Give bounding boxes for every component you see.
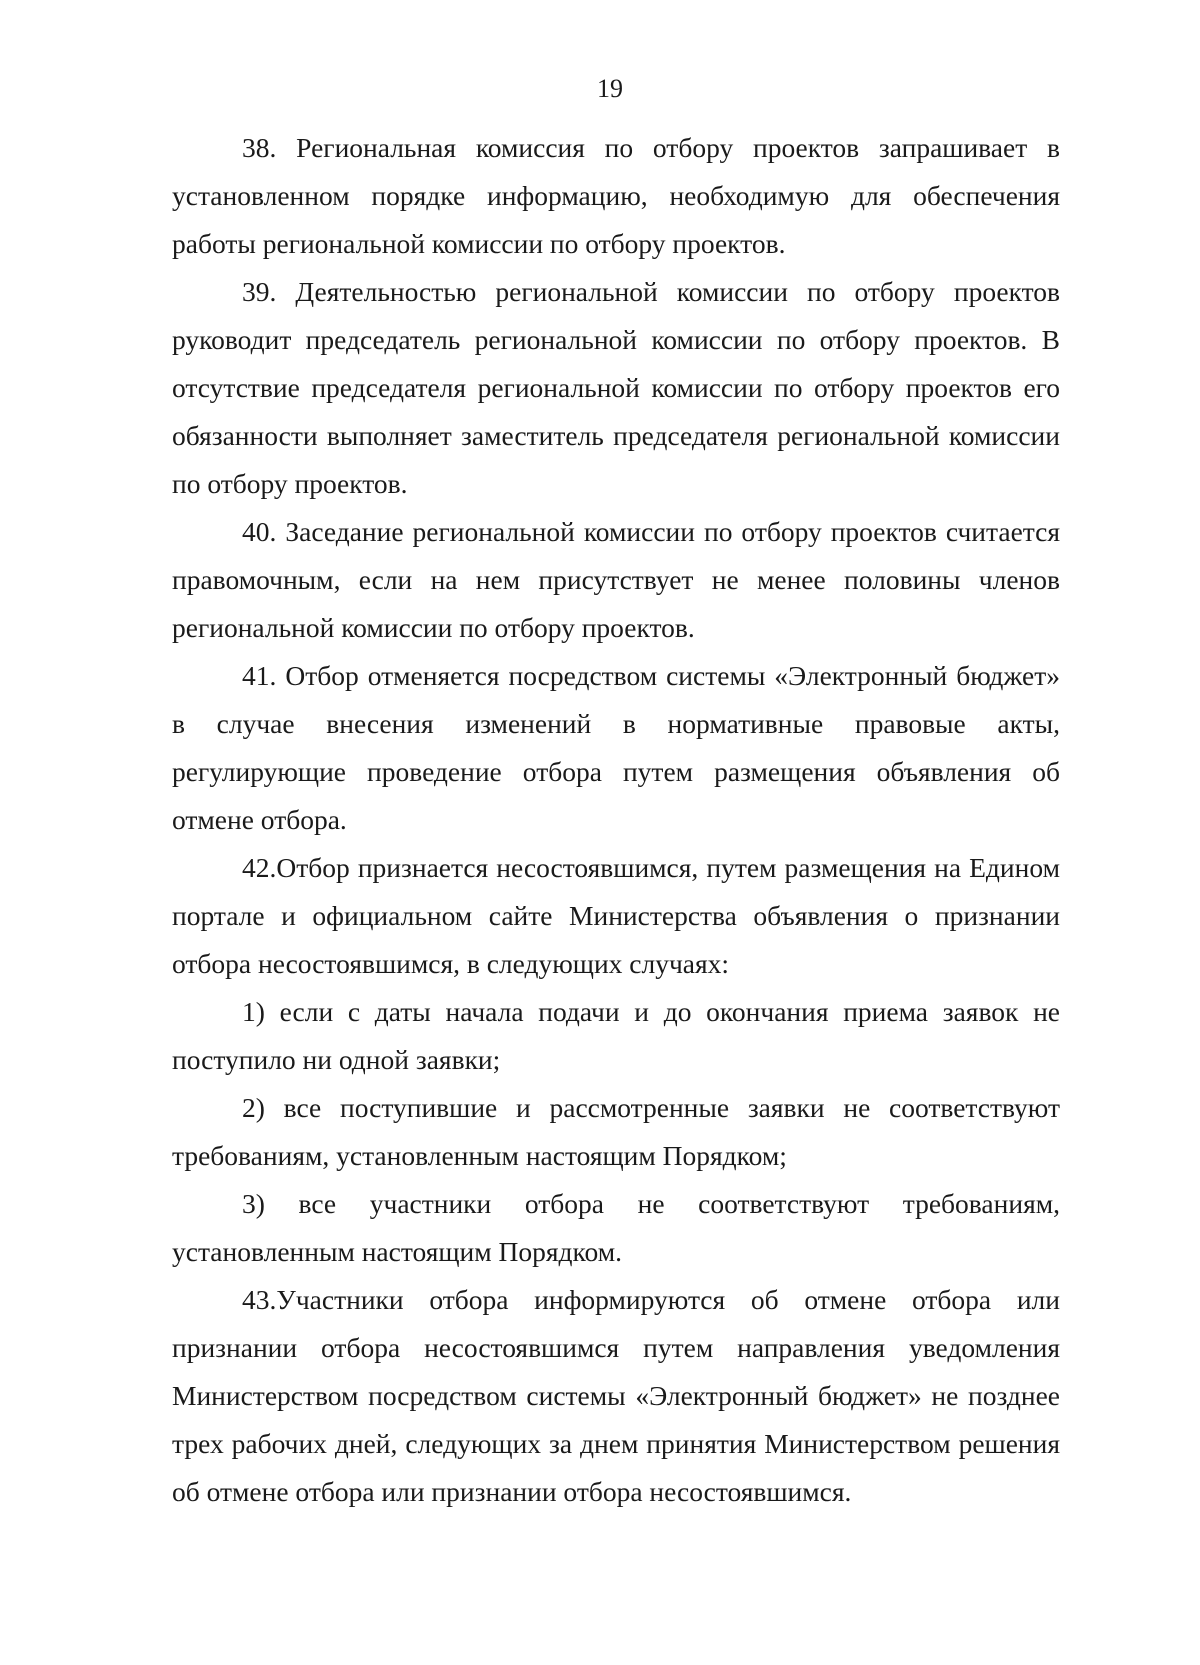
page-number: 19 <box>597 74 623 103</box>
paragraph-43: 43.Участники отбора информируются об отмене отбора или признании отбора несостоявшимся путем направления уведомления Министерством посредством системы «Электронный бюджет» не позднее трех рабочих дней, следующих за днем принятия Министерством решения об отмене отбора или признании отбора несостоявшимся. <box>172 1284 1060 1507</box>
paragraph-38: 38. Региональная комиссия по отбору проектов запрашивает в установленном порядке информацию, необходимую для обеспечения работы региональной комиссии по отбору проектов. <box>172 132 1060 259</box>
paragraph-40: 40. Заседание региональной комиссии по отбору проектов считается правомочным, если на нем присутствует не менее половины членов региональной комиссии по отбору проектов. <box>172 516 1060 643</box>
paragraph-42-item-1: 1) если с даты начала подачи и до окончания приема заявок не поступило ни одной заявки; <box>172 996 1060 1075</box>
paragraph-41: 41. Отбор отменяется посредством системы «Электронный бюджет» в случае внесения изменений в нормативные правовые акты, регулирующие проведение отбора путем размещения объявления об отмене отбора. <box>172 660 1060 835</box>
paragraph-42-item-2: 2) все поступившие и рассмотренные заявки не соответствуют требованиям, установленным настоящим Порядком; <box>172 1092 1060 1171</box>
paragraph-42-item-3: 3) все участники отбора не соответствуют требованиям, установленным настоящим Порядком. <box>172 1188 1060 1267</box>
document-body <box>172 124 1060 1516</box>
paragraph-42: 42.Отбор признается несостоявшимся, путем размещения на Едином портале и официальном сайте Министерства объявления о признании отбора несостоявшимся, в следующих случаях: <box>172 852 1060 979</box>
paragraph-39: 39. Деятельностью региональной комиссии по отбору проектов руководит председатель региональной комиссии по отбору проектов. В отсутствие председателя региональной комиссии по отбору проектов его обязанности выполняет заместитель председателя региональной комиссии по отбору проектов. <box>172 276 1060 499</box>
